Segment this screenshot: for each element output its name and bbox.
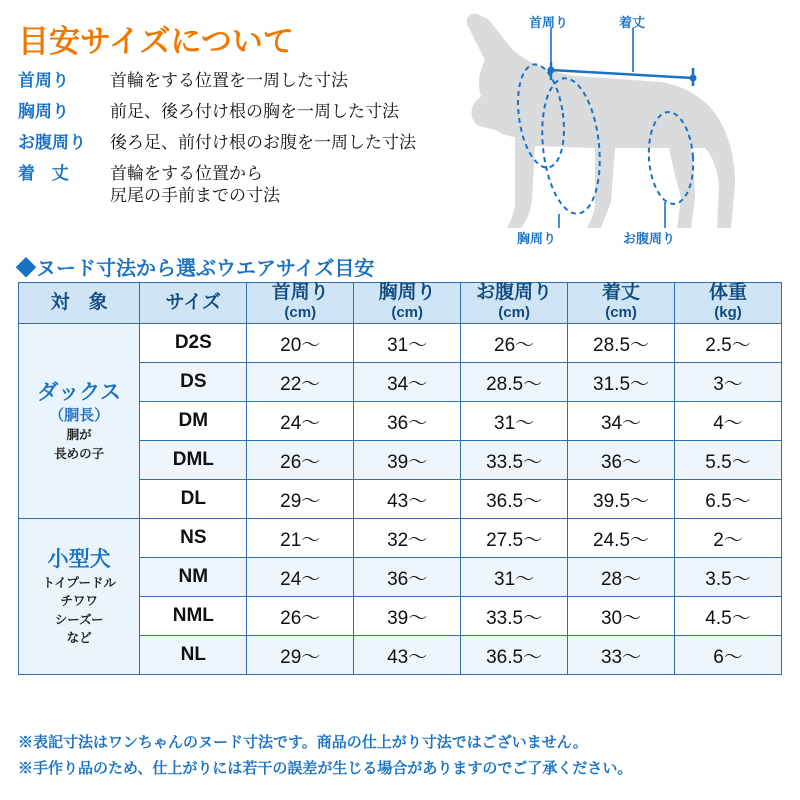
- column-header-size: [140, 283, 247, 324]
- column-header-unit: (kg): [714, 304, 742, 321]
- cell-size: D2S: [140, 324, 247, 363]
- column-header-label: 対 象: [50, 292, 108, 313]
- cell-weight: 3〜: [675, 363, 782, 402]
- column-header-unit: (cm): [284, 304, 317, 321]
- cell-neck: 26〜: [247, 597, 354, 636]
- column-header-chest: [354, 283, 461, 324]
- cell-weight: 4.5〜: [675, 597, 782, 636]
- column-header-unit: (cm): [498, 304, 530, 321]
- column-header-weight: [675, 283, 782, 324]
- cell-belly: 31〜: [461, 558, 568, 597]
- cell-belly: 33.5〜: [461, 597, 568, 636]
- cell-neck: 24〜: [247, 558, 354, 597]
- column-header-label: 首周り: [271, 282, 329, 303]
- definition-term: お腹周り: [18, 133, 86, 152]
- cell-chest: 36〜: [354, 558, 461, 597]
- diagram-label-neck: 首周り: [529, 15, 569, 30]
- column-header-back: [568, 283, 675, 324]
- target-group-note-line4: など: [66, 630, 92, 645]
- cell-chest: 39〜: [354, 441, 461, 480]
- dog-body-shape: [467, 16, 735, 228]
- target-group-small-dog: [19, 519, 140, 675]
- cell-size: DML: [140, 441, 247, 480]
- cell-size: NM: [140, 558, 247, 597]
- cell-size: DL: [140, 480, 247, 519]
- size-table: [18, 282, 782, 675]
- column-header-label: 体重: [709, 282, 748, 303]
- cell-chest: 32〜: [354, 519, 461, 558]
- size-table-header: [19, 283, 782, 324]
- definition-term: 首周り: [18, 71, 69, 90]
- cell-belly: 27.5〜: [461, 519, 568, 558]
- definition-row: [18, 101, 488, 123]
- cell-weight: 2.5〜: [675, 324, 782, 363]
- cell-belly: 31〜: [461, 402, 568, 441]
- column-header-label: 着丈: [602, 282, 641, 303]
- cell-size: NML: [140, 597, 247, 636]
- cell-size: DM: [140, 402, 247, 441]
- column-header-unit: (cm): [605, 304, 637, 321]
- definition-description: 首輪をする位置を一周した寸法: [110, 71, 348, 90]
- cell-back: 28.5〜: [568, 324, 675, 363]
- definition-description-line2: 尻尾の手前までの寸法: [110, 186, 280, 205]
- cell-weight: 3.5〜: [675, 558, 782, 597]
- table-row: [19, 324, 782, 363]
- column-header-label: サイズ: [165, 292, 222, 313]
- target-group-note-line2: チワワ: [60, 594, 98, 609]
- dog-illustration: [455, 6, 795, 256]
- target-group-note-line1: トイプードル: [42, 576, 116, 591]
- target-group-name: 小型犬: [47, 547, 111, 571]
- definition-row: [18, 163, 488, 207]
- cell-belly: 28.5〜: [461, 363, 568, 402]
- cell-back: 28〜: [568, 558, 675, 597]
- column-header-label: お腹周り: [476, 282, 553, 303]
- cell-neck: 26〜: [247, 441, 354, 480]
- cell-size: NL: [140, 636, 247, 675]
- definition-term: 着 丈: [18, 164, 75, 183]
- footnote-1: ※表記寸法はワンちゃんのヌード寸法です。商品の仕上がり寸法ではございません。: [18, 734, 588, 751]
- cell-belly: 26〜: [461, 324, 568, 363]
- definition-row: [18, 132, 488, 154]
- cell-weight: 4〜: [675, 402, 782, 441]
- cell-chest: 34〜: [354, 363, 461, 402]
- target-group-note-line1: 胴が: [66, 428, 92, 443]
- cell-back: 33〜: [568, 636, 675, 675]
- cell-weight: 6〜: [675, 636, 782, 675]
- cell-neck: 29〜: [247, 636, 354, 675]
- cell-chest: 43〜: [354, 636, 461, 675]
- measurement-definitions: [18, 70, 488, 216]
- cell-neck: 20〜: [247, 324, 354, 363]
- column-header-label: 胸周り: [378, 282, 436, 303]
- size-table-body: [19, 324, 782, 675]
- back-length-dot-right: [690, 75, 697, 82]
- cell-back: 34〜: [568, 402, 675, 441]
- target-group-dachshund: [19, 324, 140, 519]
- target-group-note-line2: 長めの子: [54, 446, 105, 461]
- column-header-target: [19, 283, 140, 324]
- cell-weight: 5.5〜: [675, 441, 782, 480]
- cell-back: 30〜: [568, 597, 675, 636]
- column-header-unit: (cm): [391, 304, 423, 321]
- cell-neck: 29〜: [247, 480, 354, 519]
- definition-description-line1: 首輪をする位置から: [110, 164, 263, 183]
- dog-measurement-diagram: [455, 6, 795, 256]
- column-header-neck: [247, 283, 354, 324]
- footnote-2: ※手作り品のため、仕上がりには若干の誤差が生じる場合がありますのでご了承ください。: [18, 760, 633, 777]
- target-group-name: ダックス: [37, 381, 122, 405]
- diagram-label-belly: お腹周り: [623, 231, 676, 246]
- cell-chest: 39〜: [354, 597, 461, 636]
- table-row: [19, 519, 782, 558]
- cell-weight: 6.5〜: [675, 480, 782, 519]
- column-header-belly: [461, 283, 568, 324]
- cell-back: 31.5〜: [568, 363, 675, 402]
- cell-chest: 43〜: [354, 480, 461, 519]
- definition-term: 胸周り: [18, 102, 69, 121]
- definition-description: 前足、後ろ付け根の胸を一周した寸法: [110, 102, 399, 121]
- cell-back: 24.5〜: [568, 519, 675, 558]
- cell-neck: 21〜: [247, 519, 354, 558]
- cell-back: 36〜: [568, 441, 675, 480]
- cell-belly: 33.5〜: [461, 441, 568, 480]
- footnotes: [18, 730, 788, 782]
- definition-description: 後ろ足、前付け根のお腹を一周した寸法: [110, 133, 416, 152]
- definition-description: [110, 163, 280, 207]
- target-group-note-line3: シーズー: [54, 612, 104, 627]
- cell-size: NS: [140, 519, 247, 558]
- cell-belly: 36.5〜: [461, 480, 568, 519]
- section-heading: ◆ヌード寸法から選ぶウエアサイズ目安: [16, 258, 375, 280]
- diagram-label-chest: 胸周り: [517, 231, 557, 246]
- cell-size: DS: [140, 363, 247, 402]
- cell-chest: 31〜: [354, 324, 461, 363]
- cell-weight: 2〜: [675, 519, 782, 558]
- diagram-label-back: 着丈: [619, 15, 646, 30]
- cell-chest: 36〜: [354, 402, 461, 441]
- page-title: 目安サイズについて: [18, 24, 294, 59]
- cell-neck: 22〜: [247, 363, 354, 402]
- cell-belly: 36.5〜: [461, 636, 568, 675]
- definition-row: [18, 70, 488, 92]
- table-header-row: [19, 283, 782, 324]
- cell-back: 39.5〜: [568, 480, 675, 519]
- target-group-subname: （胴長）: [49, 406, 110, 424]
- cell-neck: 24〜: [247, 402, 354, 441]
